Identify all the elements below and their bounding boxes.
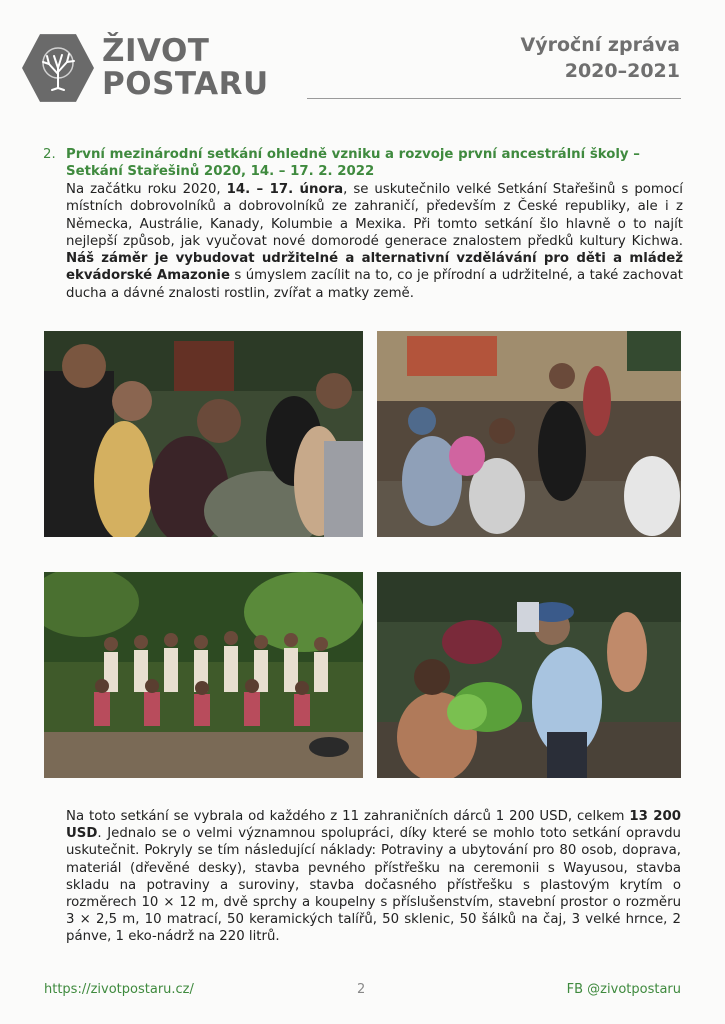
p2-total: 13 200 USD <box>66 809 681 842</box>
report-title <box>521 32 681 84</box>
section-2 <box>43 146 683 302</box>
section-heading: První mezinárodní setkání ohledně vzniku a rozvoje první ancestrální školy – Setkání Stařešinů 2020, 14. – 17. 2. 2022 <box>66 147 640 179</box>
header-divider <box>307 98 681 99</box>
footer-website-link[interactable]: https://zivotpostaru.cz/ <box>44 982 194 997</box>
photo-group-portrait <box>44 572 363 778</box>
photo-ceremony <box>377 331 681 537</box>
footer-facebook-link[interactable]: FB @zivotpostaru <box>566 982 681 997</box>
p1-dates: 14. – 17. února <box>226 182 344 197</box>
report-title-line2: 2020–2021 <box>564 60 680 82</box>
logo-line1: ŽIVOT <box>102 33 210 69</box>
p1-goal: Náš záměr je vybudovat udržitelné a alternativní vzdělávání pro děti a mládež ekvádorské Amazonie <box>66 251 683 284</box>
p1-text-c: , se uskutečnilo velké Setkání Stařešinů s pomocí místních dobrovolníků a dobrovolníků ze zahraničí, především z České republiky, ale i z Německa, Austrálie, Kanady, Kolumbie a Mexika. Při tomto setkání šlo hlavně o to najít nejlepší způsob, jak vyučovat nové domorodé generace znalostem předků kultury Kichwa. <box>66 182 683 249</box>
footer-page-number: 2 <box>357 982 366 997</box>
section-number: 2. <box>43 147 56 162</box>
logo <box>22 32 269 104</box>
p1-text-e: s úmyslem zacílit na to, co je přírodní a udržitelné, a také zachovat ducha a dávné znalosti rostlin, zvířat a matky země. <box>66 268 683 301</box>
costs-paragraph <box>66 808 681 946</box>
logo-line2: POSTARU <box>102 66 269 102</box>
p1-text-a: Na začátku roku 2020, <box>66 182 227 197</box>
photo-elders-gathering <box>44 331 363 537</box>
tree-icon <box>22 32 94 104</box>
report-title-line1: Výroční zpráva <box>520 34 680 56</box>
p2-text-c: . Jednalo se o velmi významnou spolupráci, díky které se mohlo toto setkání opravdu uskutečnit. Pokryly se tím následující náklady: Potraviny a ubytování pro 80 osob, doprava, materiál (dřevěné desky), stavba pevného přístřešku na ceremonii s Wayusou, stavba skladu na potraviny a suroviny, stavba dočasného přístřešku s plastovým krytím o rozměrech 10 × 12 m, dvě sprchy a koupelny s příslušenstvím, stavební prostor o rozměru 3 × 2,5 m, 10 matrací, 50 keramických talířů, 50 sklenic, 50 šálků na čaj, 3 velké hrnce, 2 pánve, 1 eko-nádrž na 220 litrů. <box>66 826 681 945</box>
section-paragraph <box>66 181 683 302</box>
p2-text-a: Na toto setkání se vybrala od každého z 11 zahraničních dárců 1 200 USD, celkem <box>66 809 630 824</box>
photo-leaf-ritual <box>377 572 681 778</box>
